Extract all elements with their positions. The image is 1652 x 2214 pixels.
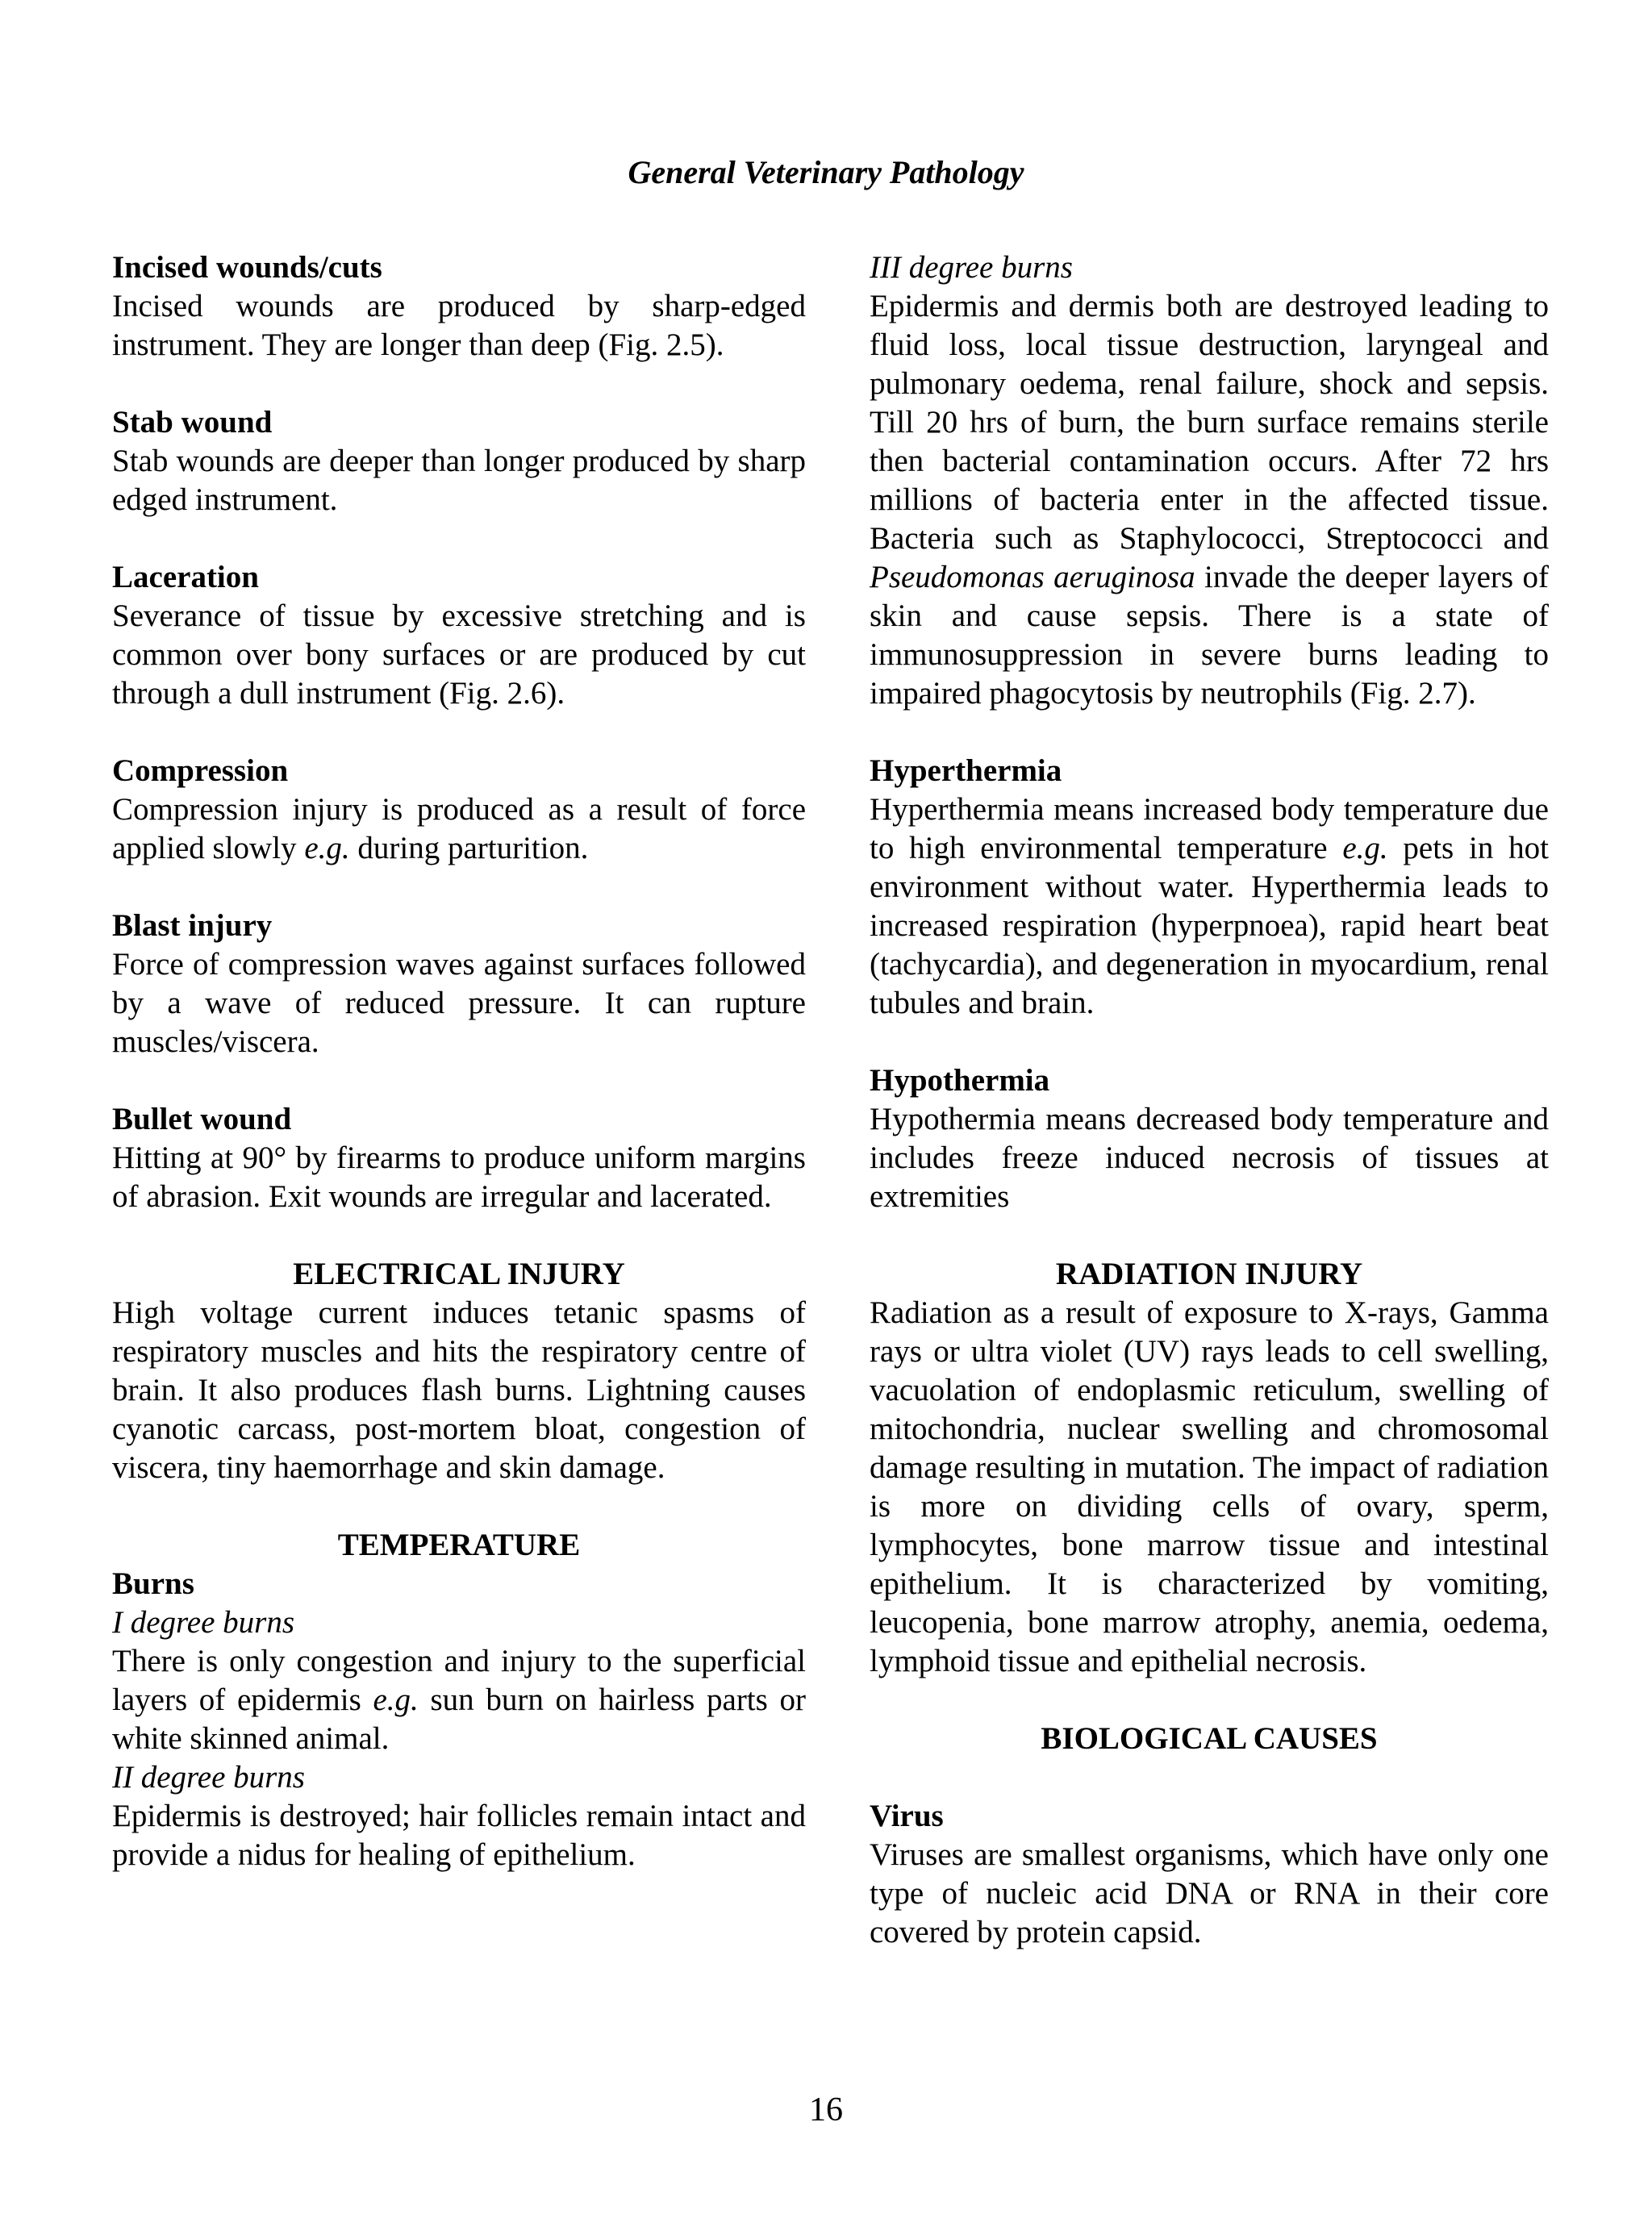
paragraph-first-degree-burns [112, 1642, 806, 1758]
paragraph-bullet-wound: Hitting at 90° by firearms to produce uniform margins of abrasion. Exit wounds are irregular and lacerated. [112, 1140, 806, 1214]
first-degree-text-eg: e.g. [373, 1682, 419, 1717]
heading-electrical-injury: ELECTRICAL INJURY [293, 1257, 625, 1291]
paragraph-virus: Viruses are smallest organisms, which have only one type of nucleic acid DNA or RNA in their core covered by protein capsid. [870, 1837, 1549, 1949]
page-number: 16 [809, 2091, 843, 2129]
paragraph-blast-injury: Force of compression waves against surfaces followed by a wave of reduced pressure. It can rupture muscles/viscera. [112, 947, 806, 1059]
right-column [870, 248, 1549, 1952]
heading-virus: Virus [870, 1799, 944, 1833]
section-radiation-injury [870, 1255, 1549, 1681]
section-temperature [112, 1526, 806, 1874]
running-title: General Veterinary Pathology [628, 154, 1024, 190]
paragraph-compression [112, 790, 806, 868]
compression-text-eg: e.g. [304, 831, 350, 865]
heading-stab-wound: Stab wound [112, 405, 273, 440]
section-hyperthermia [870, 752, 1549, 1023]
paragraph-radiation-injury: Radiation as a result of exposure to X-rays, Gamma rays or ultra violet (UV) rays leads to cell swelling, vacuolation of endoplasmic reticulum, swelling of mitochondria, nuclear swelling and chromosomal damage resulting in mutation. The impact of radiation is more on dividing cells of ovary, sperm, lymphocytes, bone marrow tissue and intestinal epithelium. It is characterized by vomiting, leucopenia, bone marrow atrophy, anemia, oedema, lymphoid tissue and epithelial necrosis. [870, 1295, 1549, 1678]
paragraph-hyperthermia [870, 790, 1549, 1023]
paragraph-third-degree-burns [870, 287, 1549, 713]
heading-biological-causes: BIOLOGICAL CAUSES [1041, 1721, 1378, 1756]
section-electrical-injury [112, 1255, 806, 1487]
first-degree-text-b: sun burn on hairless parts or white skinned animal. [112, 1682, 806, 1756]
first-degree-text-a: There is only congestion and injury to the superficial layers of epidermis [112, 1644, 806, 1717]
paragraph-electrical-injury: High voltage current induces tetanic spasms of respiratory muscles and hits the respiratory centre of brain. It also produces flash burns. Lightning causes cyanotic carcass, post-mortem bloat, congestion of viscera, tiny haemorrhage and skin damage. [112, 1295, 806, 1485]
section-third-degree-burns [870, 248, 1549, 713]
third-degree-text-a: Epidermis and dermis both are destroyed leading to fluid loss, local tissue destruction, laryngeal and pulmonary oedema, renal failure, shock and sepsis. Till 20 hrs of burn, the burn surface remains sterile then bacterial contamination occurs. After 72 hrs millions of bacteria enter in the affected tissue. Bacteria such as Staphylococci, Streptococci and [870, 289, 1549, 556]
heading-hyperthermia: Hyperthermia [870, 753, 1062, 788]
section-blast-injury [112, 907, 806, 1061]
hyperthermia-text-a: Hyperthermia means increased body temperature due to high environmental temperature [870, 792, 1549, 865]
third-degree-text-organism: Pseudomonas aeruginosa [870, 560, 1195, 594]
heading-burns: Burns [112, 1566, 194, 1601]
subheading-third-degree-burns: III degree burns [870, 250, 1073, 285]
heading-compression: Compression [112, 753, 289, 788]
section-laceration [112, 558, 806, 713]
heading-radiation-injury: RADIATION INJURY [1055, 1257, 1363, 1291]
left-column [112, 248, 806, 1874]
subheading-first-degree-burns: I degree burns [112, 1605, 295, 1640]
section-biological-causes [870, 1720, 1549, 1758]
paragraph-stab-wound: Stab wounds are deeper than longer produced by sharp edged instrument. [112, 444, 806, 517]
heading-hypothermia: Hypothermia [870, 1063, 1050, 1098]
paragraph-hypothermia: Hypothermia means decreased body temperature and includes freeze induced necrosis of tissues at extremities [870, 1102, 1549, 1214]
heading-temperature: TEMPERATURE [337, 1528, 581, 1562]
heading-incised-wounds: Incised wounds/cuts [112, 250, 382, 285]
heading-blast-injury: Blast injury [112, 908, 273, 943]
heading-bullet-wound: Bullet wound [112, 1102, 292, 1136]
section-incised-wounds [112, 248, 806, 365]
paragraph-second-degree-burns: Epidermis is destroyed; hair follicles remain intact and provide a nidus for healing of epithelium. [112, 1799, 806, 1872]
section-hypothermia [870, 1061, 1549, 1216]
compression-text-b: during parturition. [349, 831, 589, 865]
compression-text-a: Compression injury is produced as a result of force applied slowly [112, 792, 806, 865]
subheading-second-degree-burns: II degree burns [112, 1760, 305, 1795]
heading-laceration: Laceration [112, 560, 259, 594]
section-virus [870, 1797, 1549, 1952]
paragraph-laceration: Severance of tissue by excessive stretching and is common over bony surfaces or are produced by cut through a dull instrument (Fig. 2.6). [112, 598, 806, 711]
section-compression [112, 752, 806, 868]
third-degree-text-b: invade the deeper layers of skin and cause sepsis. There is a state of immunosuppression in severe burns leading to impaired phagocytosis by neutrophils (Fig. 2.7). [870, 560, 1549, 711]
section-bullet-wound [112, 1100, 806, 1216]
paragraph-incised-wounds: Incised wounds are produced by sharp-edged instrument. They are longer than deep (Fig. 2.5). [112, 289, 806, 362]
section-stab-wound [112, 403, 806, 519]
hyperthermia-text-b: pets in hot environment without water. Hyperthermia leads to increased respiration (hyperpnoea), rapid heart beat (tachycardia), and degeneration in myocardium, renal tubules and brain. [870, 831, 1549, 1020]
hyperthermia-text-eg: e.g. [1342, 831, 1388, 865]
